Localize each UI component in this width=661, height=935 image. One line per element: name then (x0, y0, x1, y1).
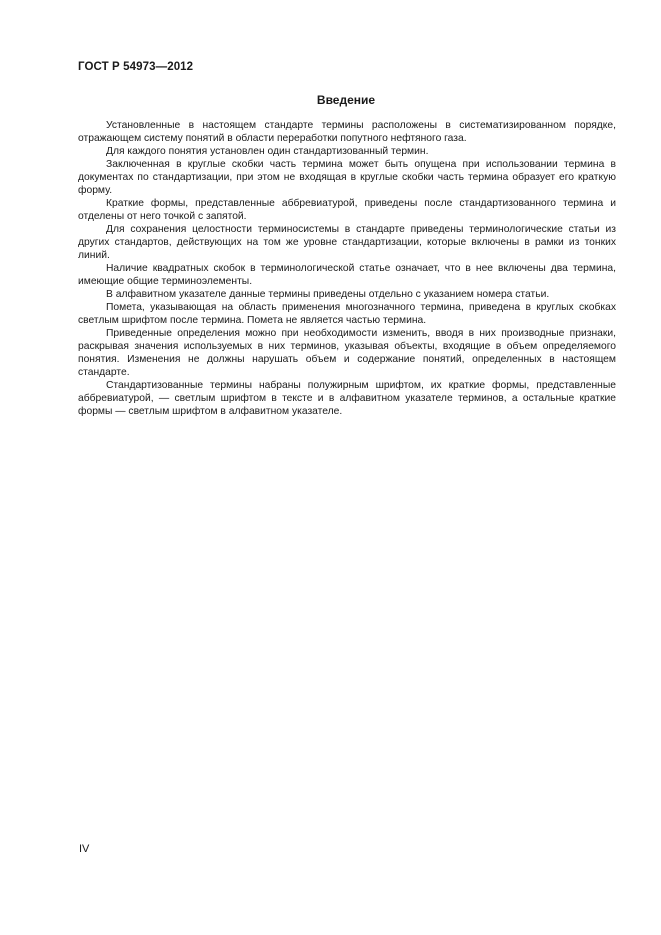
page-number: IV (79, 843, 90, 855)
paragraph-5: Для сохранения целостности терминосистемы в стандарте приведены терминологические статьи из других стандартов, действующих на том же уровне стандартизации, которые включены в рамки из тонких линий. (78, 224, 616, 261)
paragraph-4: Краткие формы, представленные аббревиатурой, приведены после стандартизованного термина и отделены от него точкой с запятой. (78, 198, 616, 222)
paragraph-3: Заключенная в круглые скобки часть термина может быть опущена при использовании термина в документах по стандартизации, при этом не входящая в круглые скобки часть термина образует его краткую форму. (78, 159, 616, 196)
paragraph-1: Установленные в настоящем стандарте термины расположены в систематизированном порядке, отражающем систему понятий в области переработки попутного нефтяного газа. (78, 120, 616, 144)
document-code: ГОСТ Р 54973—2012 (78, 61, 194, 73)
paragraph-7: В алфавитном указателе данные термины приведены отдельно с указанием номера статьи. (106, 289, 550, 300)
paragraph-6: Наличие квадратных скобок в терминологической статье означает, что в нее включены два термина, имеющие общие терминоэлементы. (78, 263, 616, 287)
paragraph-8: Помета, указывающая на область применения многозначного термина, приведена в круглых скобках светлым шрифтом после термина. Помета не является частью термина. (78, 302, 616, 326)
paragraph-10: Стандартизованные термины набраны полужирным шрифтом, их краткие формы, представленные аббревиатурой, — светлым шрифтом в тексте и в алфавитном указателе терминов, а остальные краткие формы — светлым шрифтом в алфавитном указателе. (78, 380, 616, 417)
paragraph-2: Для каждого понятия установлен один стандартизованный термин. (106, 146, 429, 157)
body-text (78, 119, 616, 418)
section-title: Введение (316, 93, 376, 107)
paragraph-9: Приведенные определения можно при необходимости изменить, вводя в них производные признаки, раскрывая значения используемых в них терминов, указывая объекты, входящие в объем определяемого понятия. Изменения не должны нарушать объем и содержание понятий, определенных в настоящем стандарте. (78, 328, 616, 378)
